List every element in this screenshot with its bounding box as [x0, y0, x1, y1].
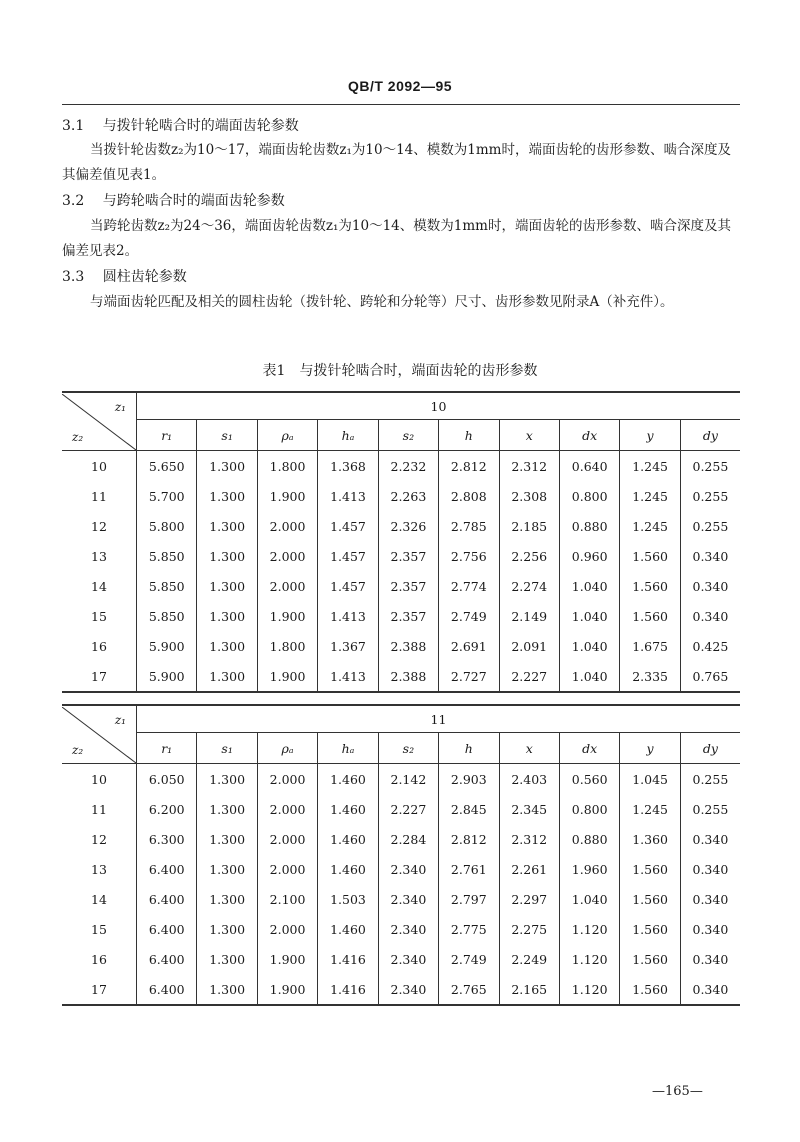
table-cell: 1.040: [559, 631, 619, 661]
row-z2-value: 17: [62, 661, 137, 692]
table-cell: 1.457: [318, 571, 378, 601]
section-3-1-text: 当拨针轮齿数z₂为10～17，端面齿轮齿数z₁为10～14、模数为1mm时，端面齿轮的齿形参数、啮合深度及其偏差值见表1。: [62, 142, 731, 183]
table-cell: 0.340: [680, 571, 740, 601]
table-cell: 0.255: [680, 481, 740, 511]
table-cell: 2.903: [439, 764, 499, 795]
table-row: [62, 601, 740, 631]
table-cell: 6.400: [137, 944, 197, 974]
table-cell: 2.765: [439, 974, 499, 1005]
table-cell: 5.900: [137, 661, 197, 692]
table-cell: 1.040: [559, 571, 619, 601]
table-cell: 0.880: [559, 824, 619, 854]
table-cell: 2.312: [499, 451, 559, 482]
table-cell: 2.345: [499, 794, 559, 824]
table-cell: 2.261: [499, 854, 559, 884]
table-cell: 0.640: [559, 451, 619, 482]
table-cell: 1.560: [620, 914, 680, 944]
row-z2-value: 12: [62, 511, 137, 541]
table-row: [62, 974, 740, 1005]
table-cell: 0.340: [680, 824, 740, 854]
table-cell: 2.100: [257, 884, 317, 914]
table-cell: 0.800: [559, 481, 619, 511]
table-cell: 0.255: [680, 764, 740, 795]
column-header: x: [499, 420, 559, 451]
table-cell: 1.300: [197, 451, 257, 482]
section-number: 3.1: [62, 118, 85, 134]
table-cell: 1.245: [620, 451, 680, 482]
column-header: r₁: [137, 420, 197, 451]
column-header: hₐ: [318, 420, 378, 451]
row-z2-value: 10: [62, 764, 137, 795]
table-cell: 1.120: [559, 974, 619, 1005]
column-header: s₂: [378, 420, 438, 451]
table-cell: 1.413: [318, 601, 378, 631]
table-row: [62, 661, 740, 692]
row-z2-value: 14: [62, 884, 137, 914]
parameter-table-block-1: [62, 391, 740, 693]
table-cell: 5.900: [137, 631, 197, 661]
table-cell: 1.120: [559, 944, 619, 974]
table-cell: 2.000: [257, 571, 317, 601]
section-3-3-heading: [62, 266, 187, 286]
header-row: [62, 392, 740, 420]
section-title: 与拨针轮啮合时的端面齿轮参数: [102, 118, 299, 134]
corner-z1-label: z₁: [114, 712, 126, 727]
table-cell: 1.040: [559, 661, 619, 692]
corner-z2-label: z₂: [72, 429, 84, 444]
table-cell: 1.460: [318, 824, 378, 854]
table-cell: 1.800: [257, 451, 317, 482]
table-cell: 2.000: [257, 794, 317, 824]
table-cell: 1.460: [318, 854, 378, 884]
column-header-row: [62, 420, 740, 451]
table-cell: 1.503: [318, 884, 378, 914]
section-title: 圆柱齿轮参数: [102, 269, 187, 285]
table-row: [62, 511, 740, 541]
table-cell: 2.340: [378, 854, 438, 884]
table-cell: 1.245: [620, 511, 680, 541]
table-cell: 2.185: [499, 511, 559, 541]
column-header-row: [62, 733, 740, 764]
row-z2-value: 11: [62, 481, 137, 511]
column-header: s₂: [378, 733, 438, 764]
table-cell: 1.300: [197, 481, 257, 511]
row-z2-value: 11: [62, 794, 137, 824]
table-cell: 1.900: [257, 481, 317, 511]
table-cell: 2.403: [499, 764, 559, 795]
table-cell: 1.300: [197, 914, 257, 944]
header-row: [62, 705, 740, 733]
table-cell: 1.300: [197, 854, 257, 884]
table-cell: 1.560: [620, 854, 680, 884]
table-cell: 1.300: [197, 884, 257, 914]
table-cell: 1.560: [620, 601, 680, 631]
table-cell: 0.425: [680, 631, 740, 661]
table-cell: 5.850: [137, 541, 197, 571]
table-cell: 0.560: [559, 764, 619, 795]
table-cell: 5.650: [137, 451, 197, 482]
table-cell: 2.000: [257, 824, 317, 854]
table-row: [62, 884, 740, 914]
table-cell: 2.797: [439, 884, 499, 914]
table-cell: 2.274: [499, 571, 559, 601]
table-cell: 2.312: [499, 824, 559, 854]
table-cell: 2.326: [378, 511, 438, 541]
table-cell: 1.457: [318, 511, 378, 541]
column-header: dx: [559, 733, 619, 764]
table-cell: 2.232: [378, 451, 438, 482]
row-z2-value: 16: [62, 631, 137, 661]
column-header: h: [439, 733, 499, 764]
table-cell: 2.774: [439, 571, 499, 601]
column-header: y: [620, 420, 680, 451]
table-cell: 2.808: [439, 481, 499, 511]
table-cell: 5.800: [137, 511, 197, 541]
column-header: ρₐ: [257, 420, 317, 451]
corner-cell: [62, 705, 137, 764]
table-cell: 1.367: [318, 631, 378, 661]
table-cell: 0.340: [680, 541, 740, 571]
table-cell: 0.255: [680, 794, 740, 824]
table-cell: 2.256: [499, 541, 559, 571]
table-cell: 2.749: [439, 944, 499, 974]
table-row: [62, 914, 740, 944]
table-cell: 1.560: [620, 884, 680, 914]
section-number: 3.3: [62, 269, 85, 285]
section-title: 与跨轮啮合时的端面齿轮参数: [102, 193, 285, 209]
column-header: h: [439, 420, 499, 451]
table-cell: 1.675: [620, 631, 680, 661]
table-cell: 0.800: [559, 794, 619, 824]
column-header: y: [620, 733, 680, 764]
row-z2-value: 15: [62, 914, 137, 944]
table-cell: 6.400: [137, 914, 197, 944]
table-cell: 2.227: [499, 661, 559, 692]
table-cell: 2.388: [378, 661, 438, 692]
table-cell: 5.850: [137, 571, 197, 601]
table-cell: 1.900: [257, 944, 317, 974]
document-header: QB/T 2092—95: [347, 78, 453, 94]
table-cell: 2.357: [378, 601, 438, 631]
header-rule: [62, 104, 740, 105]
table-cell: 2.812: [439, 824, 499, 854]
row-z2-value: 12: [62, 824, 137, 854]
table-cell: 0.340: [680, 944, 740, 974]
table-cell: 1.040: [559, 884, 619, 914]
row-z2-value: 17: [62, 974, 137, 1005]
table-cell: 2.756: [439, 541, 499, 571]
table-cell: 1.413: [318, 661, 378, 692]
table-cell: 2.308: [499, 481, 559, 511]
corner-cell: [62, 392, 137, 451]
table-cell: 2.297: [499, 884, 559, 914]
table-cell: 1.300: [197, 661, 257, 692]
table-cell: 0.880: [559, 511, 619, 541]
table-cell: 2.812: [439, 451, 499, 482]
table-cell: 2.000: [257, 541, 317, 571]
table-cell: 1.460: [318, 794, 378, 824]
table-row: [62, 631, 740, 661]
table-cell: 1.300: [197, 571, 257, 601]
table-cell: 1.300: [197, 541, 257, 571]
table-cell: 1.460: [318, 914, 378, 944]
table-cell: 1.900: [257, 974, 317, 1005]
section-number: 3.2: [62, 193, 85, 209]
table-cell: 2.357: [378, 571, 438, 601]
table-cell: 2.249: [499, 944, 559, 974]
table-cell: 2.775: [439, 914, 499, 944]
table-row: [62, 824, 740, 854]
table-cell: 2.340: [378, 974, 438, 1005]
table-cell: 1.460: [318, 764, 378, 795]
table-row: [62, 451, 740, 482]
table-cell: 6.300: [137, 824, 197, 854]
table-cell: 2.149: [499, 601, 559, 631]
table-cell: 1.900: [257, 661, 317, 692]
diagonal-header: [62, 707, 136, 763]
table-cell: 2.749: [439, 601, 499, 631]
table-cell: 1.300: [197, 794, 257, 824]
table-cell: 1.560: [620, 541, 680, 571]
column-header: x: [499, 733, 559, 764]
table-cell: 0.765: [680, 661, 740, 692]
column-header: s₁: [197, 733, 257, 764]
diagonal-header: [62, 394, 136, 450]
table-cell: 2.845: [439, 794, 499, 824]
table-cell: 5.700: [137, 481, 197, 511]
table-cell: 0.340: [680, 974, 740, 1005]
table-cell: 1.416: [318, 974, 378, 1005]
table-cell: 2.227: [378, 794, 438, 824]
table-cell: 2.761: [439, 854, 499, 884]
column-header: dy: [680, 420, 740, 451]
row-z2-value: 16: [62, 944, 137, 974]
table-cell: 1.560: [620, 944, 680, 974]
table-cell: 1.245: [620, 481, 680, 511]
section-3-1-heading: [62, 115, 299, 135]
column-header: dy: [680, 733, 740, 764]
page-number: —165—: [652, 1084, 703, 1099]
table-cell: 1.900: [257, 601, 317, 631]
table-cell: 0.340: [680, 854, 740, 884]
table-cell: 1.457: [318, 541, 378, 571]
table-cell: 1.368: [318, 451, 378, 482]
table-cell: 1.360: [620, 824, 680, 854]
table-cell: 2.691: [439, 631, 499, 661]
table-cell: 2.727: [439, 661, 499, 692]
table-row: [62, 481, 740, 511]
table-cell: 1.300: [197, 631, 257, 661]
table-cell: 1.300: [197, 974, 257, 1005]
table-cell: 1.960: [559, 854, 619, 884]
table-cell: 1.300: [197, 824, 257, 854]
table-cell: 1.300: [197, 601, 257, 631]
column-header: hₐ: [318, 733, 378, 764]
table-cell: 1.040: [559, 601, 619, 631]
section-3-2-heading: [62, 190, 285, 210]
table-cell: 2.785: [439, 511, 499, 541]
table-cell: 2.000: [257, 854, 317, 884]
table-cell: 2.142: [378, 764, 438, 795]
table-cell: 1.300: [197, 511, 257, 541]
table-cell: 1.045: [620, 764, 680, 795]
column-header: s₁: [197, 420, 257, 451]
table-cell: 2.000: [257, 764, 317, 795]
table-cell: 1.245: [620, 794, 680, 824]
corner-z2-label: z₂: [72, 742, 84, 757]
table-cell: 2.357: [378, 541, 438, 571]
table-cell: 1.800: [257, 631, 317, 661]
row-z2-value: 15: [62, 601, 137, 631]
section-3-2-text: 当跨轮齿数z₂为24～36，端面齿轮齿数z₁为10～14、模数为1mm时，端面齿轮的齿形参数、啮合深度及其偏差见表2。: [62, 218, 731, 259]
table-cell: 0.340: [680, 601, 740, 631]
table-cell: 6.400: [137, 974, 197, 1005]
table-cell: 6.050: [137, 764, 197, 795]
table-cell: 0.255: [680, 451, 740, 482]
table-caption: 表1 与拨针轮啮合时，端面齿轮的齿形参数: [262, 363, 538, 379]
table-cell: 2.335: [620, 661, 680, 692]
table-cell: 2.091: [499, 631, 559, 661]
table-cell: 1.560: [620, 974, 680, 1005]
table-cell: 1.416: [318, 944, 378, 974]
z1-value-header: 11: [137, 705, 741, 733]
table-cell: 0.960: [559, 541, 619, 571]
row-z2-value: 10: [62, 451, 137, 482]
table-cell: 6.200: [137, 794, 197, 824]
table-cell: 2.000: [257, 914, 317, 944]
row-z2-value: 13: [62, 854, 137, 884]
table-cell: 2.340: [378, 884, 438, 914]
table-cell: 1.300: [197, 764, 257, 795]
table-cell: 2.275: [499, 914, 559, 944]
table-cell: 2.284: [378, 824, 438, 854]
table-cell: 5.850: [137, 601, 197, 631]
table-row: [62, 794, 740, 824]
table-cell: 0.340: [680, 914, 740, 944]
table-cell: 6.400: [137, 854, 197, 884]
parameter-table-block-2: [62, 704, 740, 1006]
table-cell: 2.263: [378, 481, 438, 511]
column-header: r₁: [137, 733, 197, 764]
table-cell: 1.413: [318, 481, 378, 511]
table-row: [62, 571, 740, 601]
z1-value-header: 10: [137, 392, 741, 420]
table-cell: 2.165: [499, 974, 559, 1005]
section-3-3-text: 与端面齿轮匹配及相关的圆柱齿轮（拨针轮、跨轮和分轮等）尺寸、齿形参数见附录A（补充件）。: [90, 294, 674, 310]
table-row: [62, 541, 740, 571]
table-cell: 1.300: [197, 944, 257, 974]
row-z2-value: 14: [62, 571, 137, 601]
corner-z1-label: z₁: [114, 399, 126, 414]
table-row: [62, 854, 740, 884]
table-cell: 1.560: [620, 571, 680, 601]
table-cell: 1.120: [559, 914, 619, 944]
table-cell: 0.340: [680, 884, 740, 914]
table-cell: 2.000: [257, 511, 317, 541]
table-cell: 2.340: [378, 914, 438, 944]
table-row: [62, 764, 740, 795]
table-cell: 2.388: [378, 631, 438, 661]
table-cell: 0.255: [680, 511, 740, 541]
table-cell: 6.400: [137, 884, 197, 914]
column-header: ρₐ: [257, 733, 317, 764]
row-z2-value: 13: [62, 541, 137, 571]
table-row: [62, 944, 740, 974]
table-cell: 2.340: [378, 944, 438, 974]
column-header: dx: [559, 420, 619, 451]
